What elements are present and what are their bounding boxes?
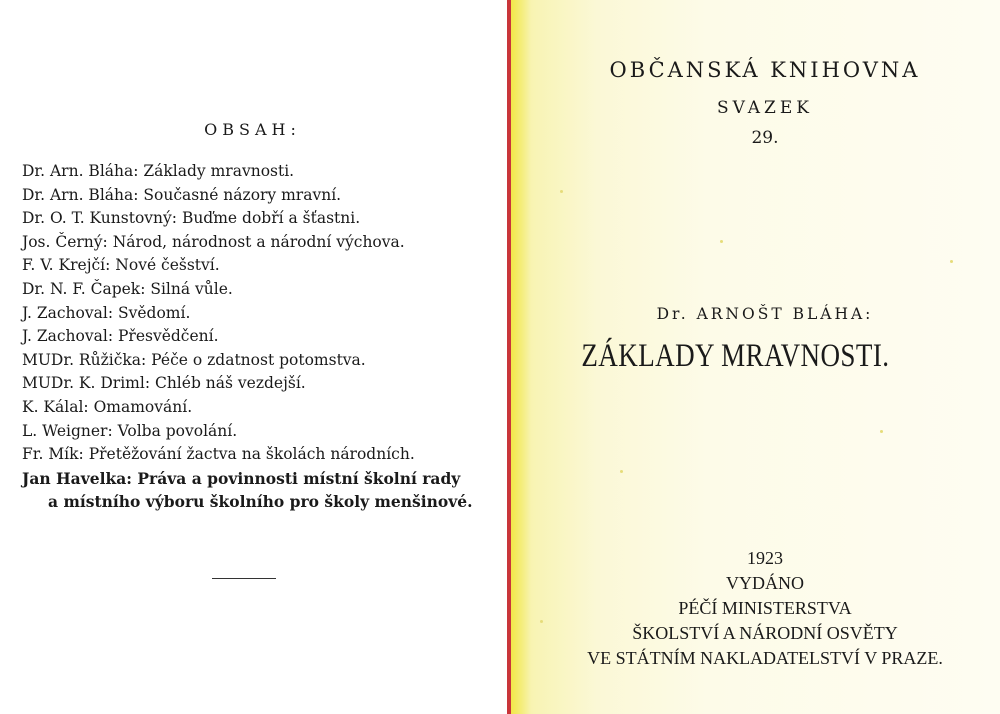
toc-item: Dr. Arn. Bláha: Základy mravnosti. [22,162,295,180]
toc-item: L. Weigner: Volba povolání. [22,421,238,440]
toc-author: MUDr. Růžička [22,350,142,369]
toc-title: Omamování. [93,397,193,416]
toc-title: Nové češství. [115,256,220,275]
toc-title: Buďme dobří a šťastni. [181,209,361,228]
toc-item: Jan Havelka: Práva a povinnosti místní školní rady [22,468,461,488]
imprint-line: VYDÁNO [726,573,804,593]
toc-item: Dr. N. F. Čapek: Silná vůle. [22,279,233,298]
spine-edge-yellow [511,0,531,714]
toc-author: MUDr. K. Driml [22,374,145,393]
toc-item: MUDr. Růžička: Péče o zdatnost potomstva. [22,350,366,369]
toc-item-continuation: a místního výboru školního pro školy menšinové. [48,492,473,512]
volume-number: 29. [751,128,779,148]
toc-author: Fr. Mík [22,445,79,464]
toc-title: Silná vůle. [150,279,233,298]
toc-title: Národ, národnost a národní výchova. [112,232,405,251]
toc-title: Volba povolání. [117,421,238,440]
book-title [555,338,916,375]
toc-list [22,160,492,514]
toc-author: J. Zachoval [22,327,108,346]
toc-item: F. V. Krejčí: Nové češství. [22,256,220,275]
toc-rule [212,578,276,579]
toc-author: K. Kálal [22,397,84,416]
toc-item: Jos. Černý: Národ, národnost a národní výchova. [22,232,405,251]
svazek-label: SVAZEK [717,98,813,118]
toc-author: Dr. N. F. Čapek [22,279,141,298]
paper-speck [880,430,883,433]
toc-item: Dr. Arn. Bláha: Současné názory mravní. [22,185,342,204]
toc-title: Základy mravnosti. [143,162,295,180]
toc-item: K. Kálal: Omamování. [22,397,193,416]
toc-author: Dr. O. T. Kunstovný [22,209,172,228]
toc-title: Chléb náš vezdejší. [154,374,306,393]
toc-title: Současné názory mravní. [143,185,342,204]
toc-item: Dr. O. T. Kunstovný: Buďme dobří a šťastni. [22,209,361,228]
toc-author: L. Weigner [22,421,108,440]
paper-speck [950,260,953,263]
imprint-line: PÉČÍ MINISTERSTVA [678,598,852,618]
book-title-text: ZÁKLADY MRAVNOSTI. [581,338,890,374]
book-author: Dr. ARNOŠT BLÁHA: [656,305,874,323]
toc-title: Přesvědčení. [117,327,219,346]
paper-speck [720,240,723,243]
toc-heading: OBSAH: [204,120,301,139]
imprint-line: ŠKOLSTVÍ A NÁRODNÍ OSVĚTY [632,623,898,643]
toc-title: Péče o zdatnost potomstva. [151,350,366,369]
toc-title: Práva a povinnosti místní školní rady [137,468,461,488]
toc-title: Svědomí. [117,303,191,322]
toc-item: MUDr. K. Driml: Chléb náš vezdejší. [22,374,306,393]
imprint-year: 1923 [747,548,783,568]
toc-item: Fr. Mík: Přetěžování žactva na školách národních. [22,445,415,464]
paper-speck [620,470,623,473]
toc-author: J. Zachoval [22,303,108,322]
toc-author: Jos. Černý [22,232,103,251]
toc-author: Jan Havelka [22,468,127,488]
paper-speck [540,620,543,623]
imprint [555,546,975,671]
toc-item: J. Zachoval: Svědomí. [22,303,191,322]
toc-author: Dr. Arn. Bláha [22,185,134,204]
imprint-line: VE STÁTNÍM NAKLADATELSTVÍ V PRAZE. [587,648,943,668]
toc-title: Přetěžování žactva na školách národních. [88,445,415,464]
series-title: OBČANSKÁ KNIHOVNA [609,58,921,82]
toc-item: J. Zachoval: Přesvědčení. [22,327,219,346]
toc-author: F. V. Krejčí [22,256,106,275]
toc-author: Dr. Arn. Bláha [22,162,134,180]
paper-speck [560,190,563,193]
